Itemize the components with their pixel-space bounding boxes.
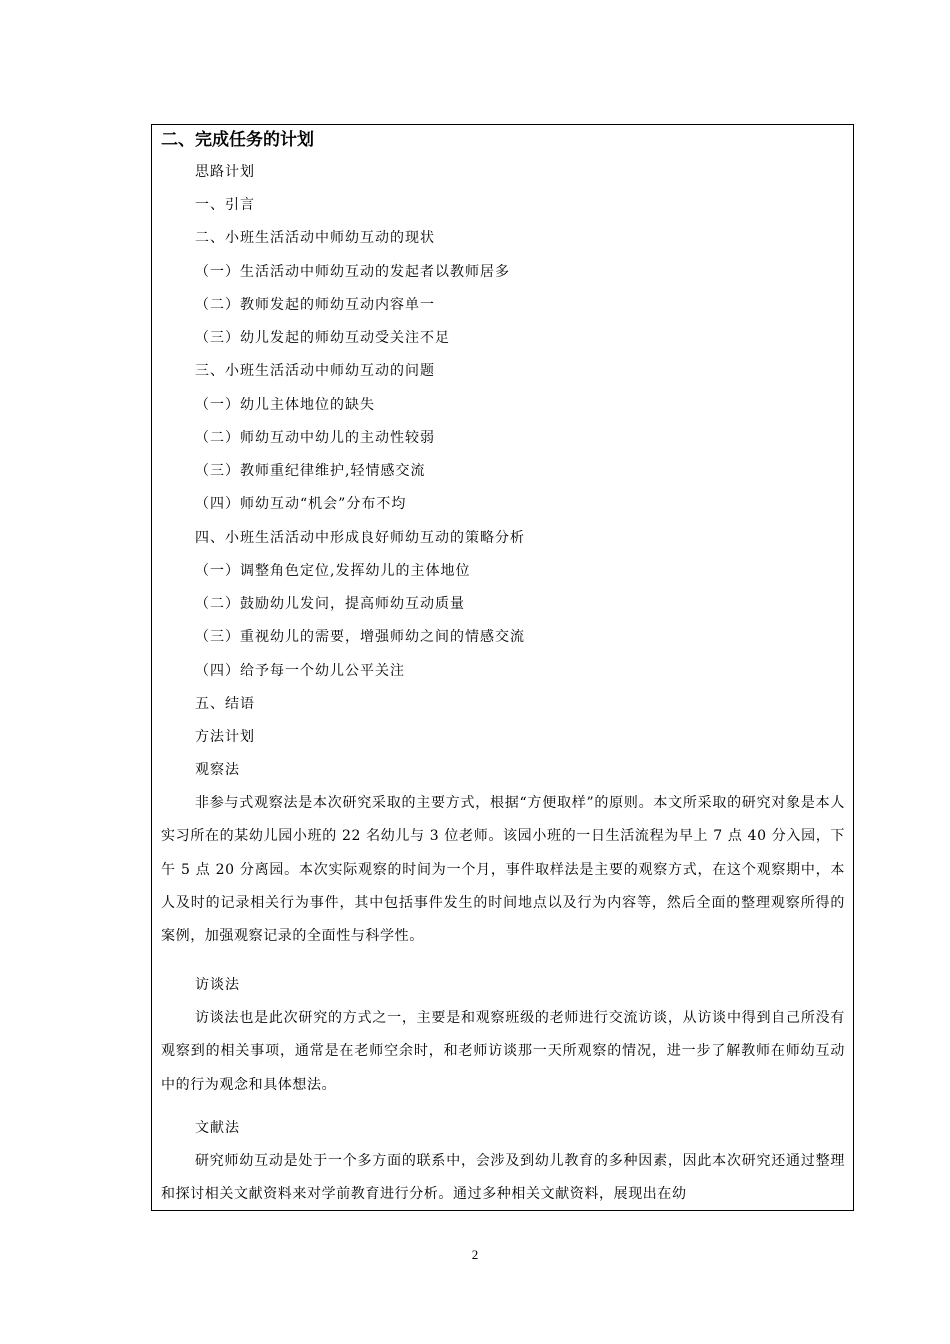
outline-item: （三）幼儿发起的师幼互动受关注不足: [195, 330, 450, 346]
outline-item: 五、结语: [195, 696, 255, 712]
observation-method-heading: 观察法: [195, 762, 240, 778]
section-heading: 二、完成任务的计划: [161, 130, 314, 150]
outline-item: （三）教师重纪律维护,轻情感交流: [195, 463, 426, 479]
outline-item: 三、小班生活活动中师幼互动的问题: [195, 363, 435, 379]
outline-item: 四、小班生活活动中形成良好师幼互动的策略分析: [195, 530, 525, 546]
outline-item: 思路计划: [195, 164, 255, 180]
outline-item: （四）师幼互动“机会”分布不均: [195, 496, 407, 512]
outline-item: （一）幼儿主体地位的缺失: [195, 397, 375, 413]
content-table-cell: [151, 124, 854, 1211]
outline-item: （一）生活活动中师幼互动的发起者以教师居多: [195, 264, 510, 280]
outline-item: （二）教师发起的师幼互动内容单一: [195, 297, 435, 313]
outline-item: （二）鼓励幼儿发问，提高师幼互动质量: [195, 596, 465, 612]
interview-method-heading: 访谈法: [195, 977, 240, 993]
literature-method-heading: 文献法: [195, 1120, 240, 1136]
method-plan-heading: 方法计划: [195, 729, 255, 745]
outline-item: （四）给予每一个幼儿公平关注: [195, 663, 405, 679]
interview-paragraph: 访谈法也是此次研究的方式之一，主要是和观察班级的老师进行交流访谈，从访谈中得到自己所没有观察到的相关事项，通常是在老师空余时，和老师访谈那一天所观察的情况，进一步了解教师在师幼互动中的行为观念和具体想法。: [161, 1010, 845, 1093]
outline-item: 二、小班生活活动中师幼互动的现状: [195, 230, 435, 246]
literature-paragraph: 研究师幼互动是处于一个多方面的联系中，会涉及到幼儿教育的多种因素，因此本次研究还通过整理和探讨相关文献资料来对学前教育进行分析。通过多种相关文献资料，展现出在幼: [161, 1153, 845, 1203]
outline-item: （三）重视幼儿的需要，增强师幼之间的情感交流: [195, 629, 525, 645]
observation-paragraph: 非参与式观察法是本次研究采取的主要方式，根据“方便取样”的原则。本文所采取的研究对象是本人实习所在的某幼儿园小班的 22 名幼儿与 3 位老师。该园小班的一日生活流程为早上 7 点 40 分入园，下午 5 点 20 分离园。本次实际观察的时间为一个月，事件取样法是主要的观察方式，在这个观察期中，本人及时的记录相关行为事件，其中包括事件发生的时间地点以及行为内容等，然后全面的整理观察所得的案例，加强观察记录的全面性与科学性。: [161, 795, 845, 945]
page-number: 2: [471, 1247, 479, 1262]
outline-item: （一）调整角色定位,发挥幼儿的主体地位: [195, 563, 471, 579]
outline-item: （二）师幼互动中幼儿的主动性较弱: [195, 430, 435, 446]
outline-item: 一、引言: [195, 197, 255, 213]
